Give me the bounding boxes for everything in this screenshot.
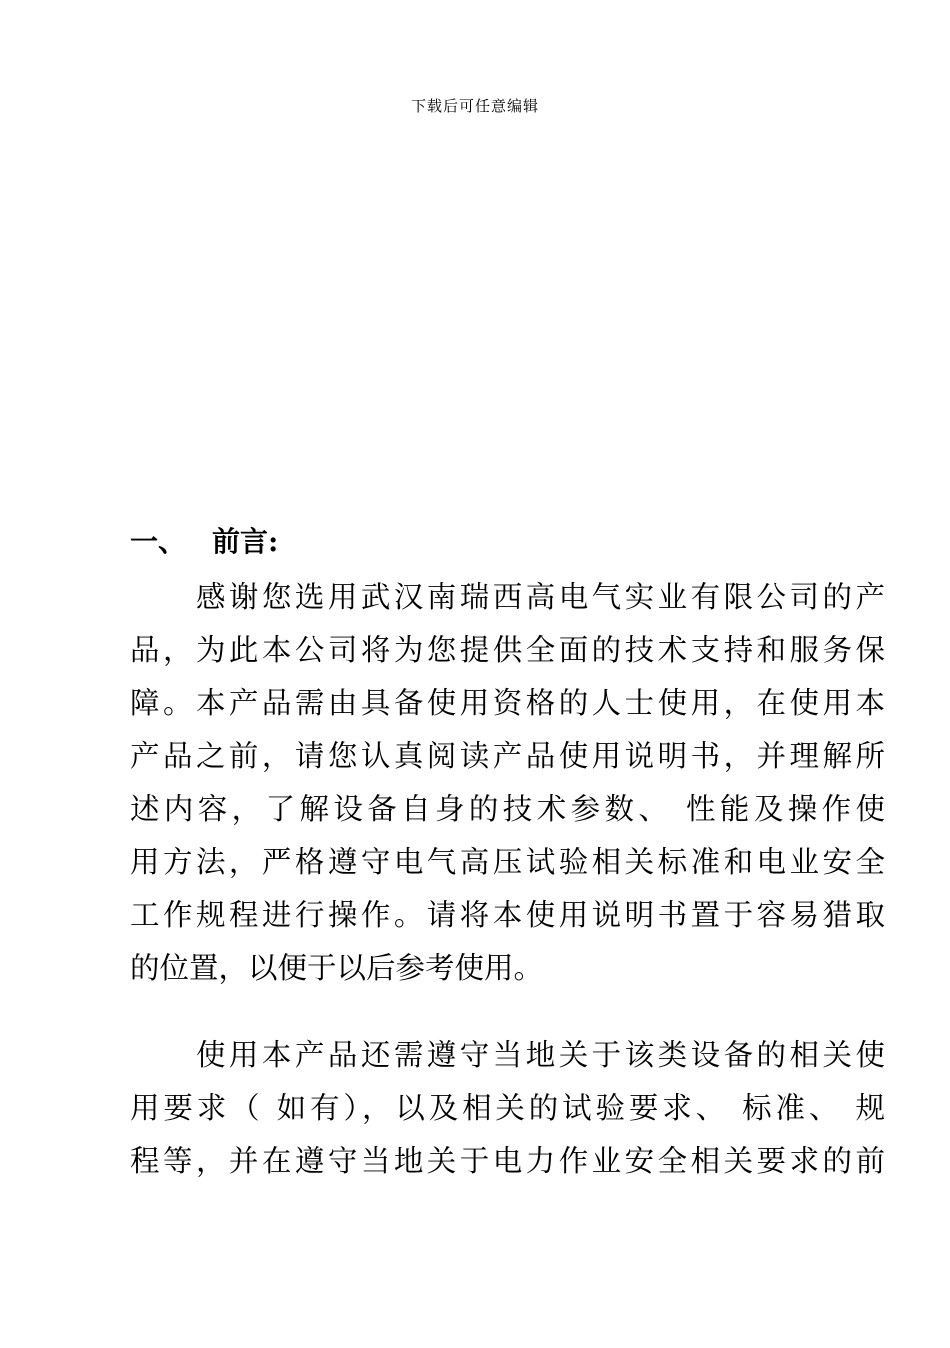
paragraph-line: 品，为此本公司将为您提供全面的技术支持和服务保 (130, 633, 885, 667)
paragraph-line: 的位置，以便于以后参考使用。 (130, 951, 544, 985)
paragraph-line: 感谢您选用武汉南瑞西高电气实业有限公司的产 (130, 580, 885, 614)
paragraph-line: 用方法，严格遵守电气高压试验相关标准和电业安全 (130, 845, 885, 879)
paragraph-line: 使用本产品还需遵守当地关于该类设备的相关使 (130, 1038, 885, 1072)
paragraph-line: 障。本产品需由具备使用资格的人士使用，在使用本 (130, 686, 885, 720)
paragraph-line: 产品之前，请您认真阅读产品使用说明书，并理解所 (130, 739, 885, 773)
header-note: 下载后可任意编辑 (410, 97, 539, 115)
section-heading (130, 522, 278, 562)
section-number: 一、 (130, 525, 187, 558)
paragraph-line: 述内容，了解设备自身的技术参数、 性能及操作使 (130, 792, 885, 826)
section-title: 前言: (212, 525, 279, 558)
paragraph-line: 程等，并在遵守当地关于电力作业安全相关要求的前 (130, 1144, 885, 1178)
paragraph-line: 工作规程进行操作。请将本使用说明书置于容易猎取 (130, 898, 885, 932)
paragraph-line: 用要求（ 如有），以及相关的试验要求、 标准、 规 (130, 1091, 885, 1125)
